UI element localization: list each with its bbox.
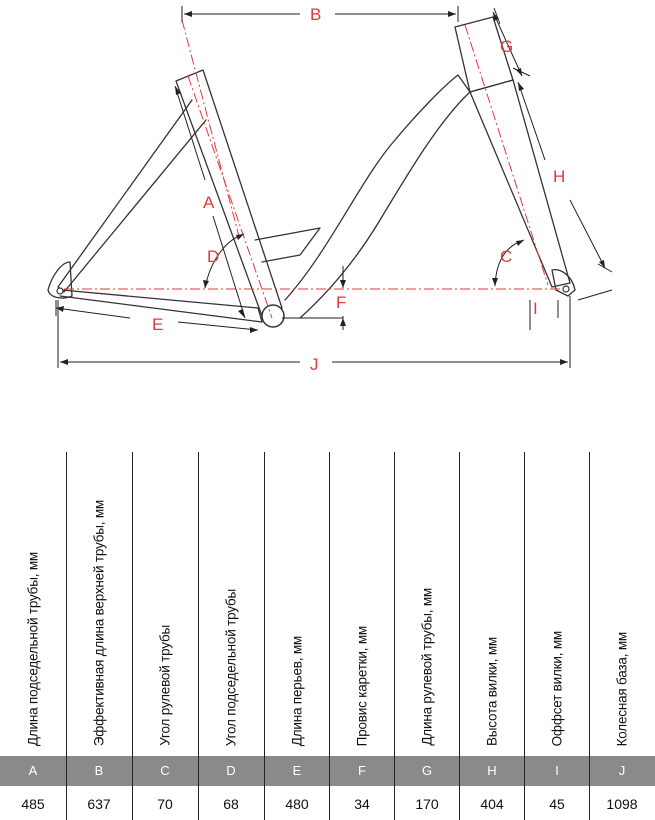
value-cell: 34 (354, 796, 370, 812)
column-header-g: Длина рулевой трубы, мм (419, 588, 435, 746)
column-divider (198, 452, 199, 820)
column-divider (394, 452, 395, 820)
letter-cell: G (421, 763, 433, 778)
column-divider (329, 452, 330, 820)
value-cell: 70 (157, 796, 173, 812)
column-divider (589, 452, 590, 820)
label-a: A (203, 193, 215, 212)
column-header-b: Эффективная длина верхней трубы, мм (91, 499, 107, 746)
label-e: E (152, 315, 164, 334)
column-divider (524, 452, 525, 820)
value-cell: 637 (87, 796, 111, 812)
letter-cell: B (94, 763, 104, 778)
value-cell: 45 (549, 796, 565, 812)
value-cell: 1098 (606, 796, 638, 812)
label-h: H (553, 167, 566, 186)
letter-cell: D (226, 763, 236, 778)
label-c: C (500, 247, 513, 266)
value-cell: 485 (21, 796, 45, 812)
label-j: J (310, 355, 319, 374)
front-dropout (552, 270, 575, 296)
label-i: I (533, 299, 538, 318)
seat-tube-axis (188, 76, 272, 318)
column-divider (264, 452, 265, 820)
column-header-a: Длина подседельной трубы, мм (25, 551, 41, 746)
column-header-e: Длина перьев, мм (289, 635, 305, 746)
label-f: F (336, 293, 347, 312)
letter-cell: H (487, 763, 497, 778)
column-divider (132, 452, 133, 820)
column-divider (459, 452, 460, 820)
column-header-f: Провис каретки, мм (354, 625, 370, 746)
steering-axis (465, 25, 548, 285)
label-d: D (207, 247, 220, 266)
letter-cell: E (292, 763, 302, 778)
letter-cell: C (160, 763, 170, 778)
column-header-h: Высота вилки, мм (484, 636, 500, 746)
value-cell: 404 (480, 796, 504, 812)
label-g: G (500, 37, 514, 56)
seat-tube (176, 70, 282, 316)
column-header-i: Оффсет вилки, мм (549, 630, 565, 746)
column-divider (66, 452, 67, 820)
letter-cell: I (555, 763, 559, 778)
letter-cell: F (358, 763, 366, 778)
value-cell: 480 (285, 796, 309, 812)
down-tube (285, 75, 470, 318)
value-cell: 170 (415, 796, 439, 812)
letter-cell: J (618, 763, 626, 778)
geometry-spec-table (0, 452, 655, 820)
label-b: B (310, 5, 322, 24)
letter-cell: A (28, 763, 38, 778)
column-header-c: Угол рулевой трубы (157, 625, 173, 746)
value-cell: 68 (223, 796, 239, 812)
column-header-d: Угол подседельной трубы (223, 588, 239, 746)
seat-stay (58, 100, 206, 292)
letter-row (0, 756, 655, 786)
column-header-j: Колесная база, мм (614, 631, 630, 746)
bottom-bracket (262, 305, 284, 327)
